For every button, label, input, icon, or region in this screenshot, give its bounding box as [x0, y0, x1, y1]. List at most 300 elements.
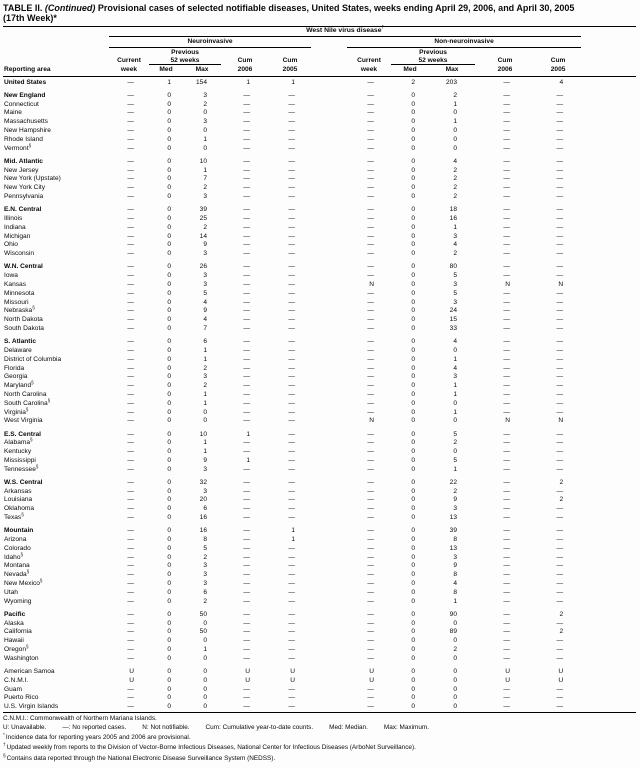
value-cell: 0	[411, 206, 415, 214]
tail-cell	[581, 703, 636, 712]
value-cell: —	[556, 390, 564, 398]
value-cell: —	[503, 588, 510, 596]
value-cell: —	[288, 456, 295, 464]
value-cell: —	[367, 355, 374, 363]
gap-cell	[311, 488, 347, 497]
value-cell: —	[127, 571, 134, 579]
value-cell: —	[367, 637, 374, 645]
value-cell: —	[127, 118, 134, 126]
value-cell: —	[503, 553, 510, 561]
value-cell: 0	[411, 135, 415, 143]
value-cell: —	[243, 118, 250, 126]
value-cell: —	[288, 364, 295, 372]
table-row	[3, 325, 636, 334]
value-cell: 2	[203, 382, 207, 390]
area-cell: North Carolina	[4, 390, 47, 398]
value-cell: 1	[453, 382, 457, 390]
tail-cell	[581, 479, 636, 488]
value-cell: 0	[411, 232, 415, 240]
value-cell: 0	[453, 685, 457, 693]
value-cell: 0	[411, 307, 415, 315]
legend-item: —: No reported cases.	[62, 723, 127, 731]
value-cell: —	[243, 316, 250, 324]
value-cell: 4	[453, 241, 457, 249]
value-cell: —	[556, 703, 564, 711]
gap-cell	[311, 598, 347, 607]
value-cell: —	[503, 610, 510, 618]
tail-cell	[581, 307, 636, 316]
value-cell: —	[367, 289, 374, 297]
area-cell: Tennessee§	[4, 463, 39, 473]
area-cell: Georgia	[4, 373, 28, 381]
value-cell: —	[556, 232, 564, 240]
value-cell: 0	[167, 118, 171, 126]
value-cell: —	[127, 135, 134, 143]
area-cell: North Dakota	[4, 316, 43, 324]
tail-cell	[581, 580, 636, 589]
value-cell: 15	[449, 316, 457, 324]
wnv-table	[3, 26, 636, 713]
value-cell: 0	[167, 390, 171, 398]
gap-cell	[311, 118, 347, 127]
table-row	[3, 373, 636, 382]
value-cell: —	[556, 193, 564, 201]
value-cell: 5	[203, 289, 207, 297]
tail-cell	[581, 611, 636, 620]
value-cell: 2	[453, 175, 457, 183]
value-cell: —	[556, 382, 564, 390]
value-cell: —	[288, 703, 295, 711]
gap-cell	[311, 175, 347, 184]
footnote-text: Updated weekly from reports to the Division of Vector-Borne Infectious Diseases, National Center for Infectious Diseases (ArboNet Surveillance).	[6, 744, 416, 752]
value-cell: —	[243, 544, 250, 552]
value-cell: 1	[291, 78, 295, 86]
value-cell: 0	[453, 109, 457, 117]
value-cell: 3	[453, 298, 457, 306]
value-cell: 32	[199, 478, 207, 486]
value-cell: —	[367, 338, 374, 346]
table-row	[3, 250, 636, 259]
value-cell: 1	[167, 78, 171, 86]
value-cell: —	[288, 487, 295, 495]
area-cell: New Hampshire	[4, 127, 51, 135]
value-cell: 3	[453, 232, 457, 240]
value-cell: —	[367, 580, 374, 588]
value-cell: 0	[453, 694, 457, 702]
value-cell: 0	[411, 355, 415, 363]
value-cell: —	[243, 263, 250, 271]
value-cell: 0	[167, 157, 171, 165]
value-cell: —	[127, 562, 134, 570]
col-cum-2006-nonneuro: Cum	[497, 56, 513, 64]
tail-cell	[581, 193, 636, 202]
value-cell: 2	[411, 78, 415, 86]
value-cell: —	[288, 175, 295, 183]
value-cell: 0	[167, 373, 171, 381]
value-cell: 3	[453, 505, 457, 513]
area-cell: Maryland§	[4, 379, 34, 390]
value-cell: 3	[203, 272, 207, 280]
value-cell: 3	[203, 571, 207, 579]
value-cell: —	[556, 399, 564, 407]
area-cell: Pacific	[4, 610, 26, 618]
value-cell: —	[243, 685, 250, 693]
value-cell: 1	[203, 646, 207, 654]
value-cell: —	[556, 536, 564, 544]
value-cell: 0	[167, 527, 171, 535]
value-cell: —	[503, 78, 510, 86]
value-cell: 0	[411, 127, 415, 135]
value-cell: 3	[203, 487, 207, 495]
value-cell: 0	[167, 324, 171, 332]
table-row	[3, 694, 636, 703]
value-cell: —	[367, 628, 374, 636]
area-cell: Arkansas	[4, 487, 32, 495]
value-cell: —	[288, 610, 295, 618]
value-cell: —	[556, 289, 564, 297]
footnote-note	[3, 732, 636, 742]
col-cum-2005-nonneuro: Cum	[550, 56, 566, 64]
value-cell: —	[288, 280, 295, 288]
value-cell: —	[503, 144, 510, 152]
value-cell: —	[288, 646, 295, 654]
value-cell: 0	[411, 272, 415, 280]
value-cell: —	[556, 514, 564, 522]
value-cell: 2	[203, 100, 207, 108]
value-cell: —	[503, 118, 510, 126]
value-cell: —	[503, 580, 510, 588]
value-cell: —	[556, 456, 564, 464]
value-cell: —	[503, 456, 510, 464]
value-cell: —	[127, 456, 134, 464]
value-cell: —	[503, 250, 510, 258]
value-cell: —	[503, 338, 510, 346]
value-cell: 0	[411, 478, 415, 486]
value-cell: —	[127, 430, 134, 438]
area-cell: Kentucky	[4, 448, 32, 456]
col-current-week-neuro: Current	[117, 56, 141, 64]
value-cell: 0	[167, 223, 171, 231]
value-cell: —	[556, 324, 564, 332]
value-cell: 2	[453, 250, 457, 258]
legend-item: U: Unavailable.	[3, 723, 47, 731]
value-cell: U	[558, 668, 564, 675]
value-cell: —	[288, 399, 295, 407]
subcol-med: Med	[149, 65, 183, 77]
value-cell: —	[288, 478, 295, 486]
value-cell: 0	[453, 448, 457, 456]
value-cell: —	[288, 184, 295, 192]
gap-cell	[311, 76, 347, 87]
value-cell: —	[243, 694, 250, 702]
value-cell: 0	[411, 184, 415, 192]
value-cell: 33	[449, 324, 457, 332]
table-row	[3, 589, 636, 598]
value-cell: 0	[411, 597, 415, 605]
value-cell: —	[556, 338, 564, 346]
value-cell: 0	[167, 417, 171, 425]
value-cell: 0	[453, 417, 457, 425]
value-cell: 3	[203, 373, 207, 381]
area-cell: C.N.M.I.	[4, 676, 29, 684]
area-footnote-mark: §	[28, 142, 32, 148]
area-cell: W.N. Central	[4, 263, 43, 271]
subcol-max: Max	[183, 65, 221, 77]
table-row	[3, 400, 636, 409]
value-cell: 9	[203, 241, 207, 249]
value-cell: 3	[453, 553, 457, 561]
value-cell: —	[243, 390, 250, 398]
value-cell: —	[367, 597, 374, 605]
value-cell: —	[556, 100, 564, 108]
value-cell: —	[243, 654, 250, 662]
value-cell: —	[503, 100, 510, 108]
value-cell: 0	[411, 223, 415, 231]
value-cell: 2	[453, 646, 457, 654]
value-cell: —	[288, 250, 295, 258]
tail-cell	[581, 290, 636, 299]
value-cell: —	[127, 144, 134, 152]
value-cell: N	[505, 417, 510, 425]
value-cell: 0	[411, 364, 415, 372]
tail-cell	[581, 554, 636, 563]
value-cell: —	[127, 232, 134, 240]
value-cell: —	[503, 215, 510, 223]
value-cell: 0	[167, 619, 171, 627]
value-cell: —	[503, 382, 510, 390]
value-cell: —	[367, 619, 374, 627]
value-cell: —	[288, 232, 295, 240]
value-cell: —	[556, 316, 564, 324]
value-cell: 0	[411, 588, 415, 596]
value-cell: —	[367, 298, 374, 306]
legend-item: N: Not notifiable.	[142, 723, 190, 731]
value-cell: 6	[203, 588, 207, 596]
gap-cell	[311, 281, 347, 290]
value-cell: —	[503, 223, 510, 231]
value-cell: 1	[453, 597, 457, 605]
table-row	[3, 655, 636, 664]
value-cell: 16	[199, 527, 207, 535]
value-cell: —	[288, 417, 295, 425]
tail-cell	[581, 224, 636, 233]
table-row	[3, 409, 636, 418]
value-cell: 0	[203, 668, 207, 675]
value-cell: 0	[453, 144, 457, 152]
value-cell: 0	[411, 109, 415, 117]
value-cell: 0	[453, 399, 457, 407]
value-cell: —	[367, 430, 374, 438]
value-cell: —	[127, 109, 134, 117]
value-cell: 14	[199, 232, 207, 240]
value-cell: —	[127, 184, 134, 192]
value-cell: 0	[411, 694, 415, 702]
value-cell: —	[367, 478, 374, 486]
area-cell: Pennsylvania	[4, 193, 44, 201]
value-cell: —	[503, 307, 510, 315]
value-cell: —	[243, 166, 250, 174]
value-cell: 0	[411, 346, 415, 354]
value-cell: —	[503, 109, 510, 117]
value-cell: 5	[203, 544, 207, 552]
value-cell: —	[503, 127, 510, 135]
value-cell: —	[503, 448, 510, 456]
area-cell: E.N. Central	[4, 206, 42, 214]
table-row	[3, 431, 636, 440]
value-cell: —	[367, 527, 374, 535]
value-cell: 16	[449, 215, 457, 223]
value-cell: 3	[453, 373, 457, 381]
gap-cell	[311, 479, 347, 488]
tail-cell	[581, 101, 636, 110]
area-footnote-mark: §	[32, 305, 35, 311]
table-row	[3, 646, 636, 655]
value-cell: 1	[203, 448, 207, 456]
area-cell: Kansas	[4, 280, 26, 288]
tail-cell	[581, 356, 636, 365]
reporting-area-header: Reporting area	[3, 65, 109, 77]
value-cell: —	[127, 206, 134, 214]
value-cell: 0	[167, 571, 171, 579]
value-cell: —	[288, 109, 295, 117]
area-footnote-mark: §	[30, 437, 33, 443]
area-cell: Montana	[4, 562, 30, 570]
value-cell: —	[243, 637, 250, 645]
value-cell: 0	[167, 430, 171, 438]
value-cell: 0	[411, 118, 415, 126]
header-spacer	[581, 65, 636, 77]
gap-cell	[311, 92, 347, 101]
area-cell: Oregon§	[4, 643, 29, 654]
value-cell: —	[288, 619, 295, 627]
value-cell: 8	[453, 588, 457, 596]
value-cell: —	[556, 619, 564, 627]
value-cell: 0	[411, 487, 415, 495]
area-cell: Oklahoma	[4, 505, 35, 513]
value-cell: U	[245, 668, 250, 675]
value-cell: 4	[203, 298, 207, 306]
tail-cell	[581, 263, 636, 272]
value-cell: —	[243, 338, 250, 346]
tail-cell	[581, 241, 636, 250]
value-cell: 203	[445, 78, 457, 86]
value-cell: 0	[167, 628, 171, 636]
value-cell: —	[503, 496, 510, 504]
value-cell: 0	[203, 676, 207, 684]
value-cell: 0	[411, 610, 415, 618]
value-cell: 0	[453, 346, 457, 354]
table-row	[3, 448, 636, 457]
value-cell: —	[503, 439, 510, 447]
value-cell: —	[127, 307, 134, 315]
gap-cell	[311, 554, 347, 563]
value-cell: —	[503, 628, 510, 636]
value-cell: —	[288, 324, 295, 332]
table-row	[3, 290, 636, 299]
value-cell: —	[556, 355, 564, 363]
title-main: Provisional cases of selected notifiable diseases, United States, weeks ending April 29, 2006, and April 30, 2005	[97, 3, 575, 13]
value-cell: 10	[199, 157, 207, 165]
tail-cell	[581, 562, 636, 571]
value-cell: —	[243, 382, 250, 390]
value-cell: —	[243, 610, 250, 618]
value-cell: —	[243, 588, 250, 596]
value-cell: —	[503, 272, 510, 280]
value-cell: —	[288, 135, 295, 143]
value-cell: 0	[411, 338, 415, 346]
value-cell: —	[243, 527, 250, 535]
value-cell: 0	[411, 580, 415, 588]
value-cell: —	[243, 206, 250, 214]
gap-cell	[311, 611, 347, 620]
table-row	[3, 184, 636, 193]
value-cell: 0	[411, 628, 415, 636]
value-cell: 0	[411, 496, 415, 504]
value-cell: 2	[453, 193, 457, 201]
value-cell: —	[243, 597, 250, 605]
value-cell: —	[367, 553, 374, 561]
value-cell: —	[127, 637, 134, 645]
value-cell: —	[503, 703, 510, 711]
value-cell: —	[243, 465, 250, 473]
value-cell: 0	[203, 637, 207, 645]
value-cell: 10	[199, 430, 207, 438]
gap-cell	[311, 620, 347, 629]
value-cell: —	[288, 144, 295, 152]
value-cell: —	[503, 478, 510, 486]
table-row	[3, 338, 636, 347]
table-row	[3, 571, 636, 580]
value-cell: 4	[453, 580, 457, 588]
value-cell: 0	[411, 430, 415, 438]
value-cell: 2	[203, 597, 207, 605]
value-cell: 2	[559, 610, 564, 618]
value-cell: —	[367, 206, 374, 214]
value-cell: —	[243, 100, 250, 108]
value-cell: —	[288, 382, 295, 390]
value-cell: —	[556, 206, 564, 214]
value-cell: 4	[453, 157, 457, 165]
value-cell: 3	[203, 91, 207, 99]
area-cell: Mississippi	[4, 456, 36, 464]
value-cell: 0	[167, 144, 171, 152]
value-cell: 25	[199, 215, 207, 223]
tail-cell	[581, 628, 636, 637]
area-cell: New York (Upstate)	[4, 175, 61, 183]
value-cell: 154	[195, 78, 207, 86]
value-cell: —	[127, 628, 134, 636]
header-spacer	[3, 27, 109, 37]
value-cell: —	[288, 307, 295, 315]
gap-cell	[311, 505, 347, 514]
value-cell: 7	[203, 324, 207, 332]
value-cell: 3	[203, 250, 207, 258]
value-cell: 0	[167, 175, 171, 183]
area-cell: Idaho§	[4, 551, 24, 561]
value-cell: 0	[411, 91, 415, 99]
value-cell: 90	[449, 610, 457, 618]
gap-cell	[311, 562, 347, 571]
table-row	[3, 382, 636, 391]
value-cell: 0	[167, 307, 171, 315]
value-cell: 2	[203, 184, 207, 192]
tail-cell	[581, 505, 636, 514]
table-row	[3, 703, 636, 712]
value-cell: 0	[167, 206, 171, 214]
value-cell: —	[127, 448, 134, 456]
gap-cell	[311, 136, 347, 145]
tail-cell	[581, 637, 636, 646]
